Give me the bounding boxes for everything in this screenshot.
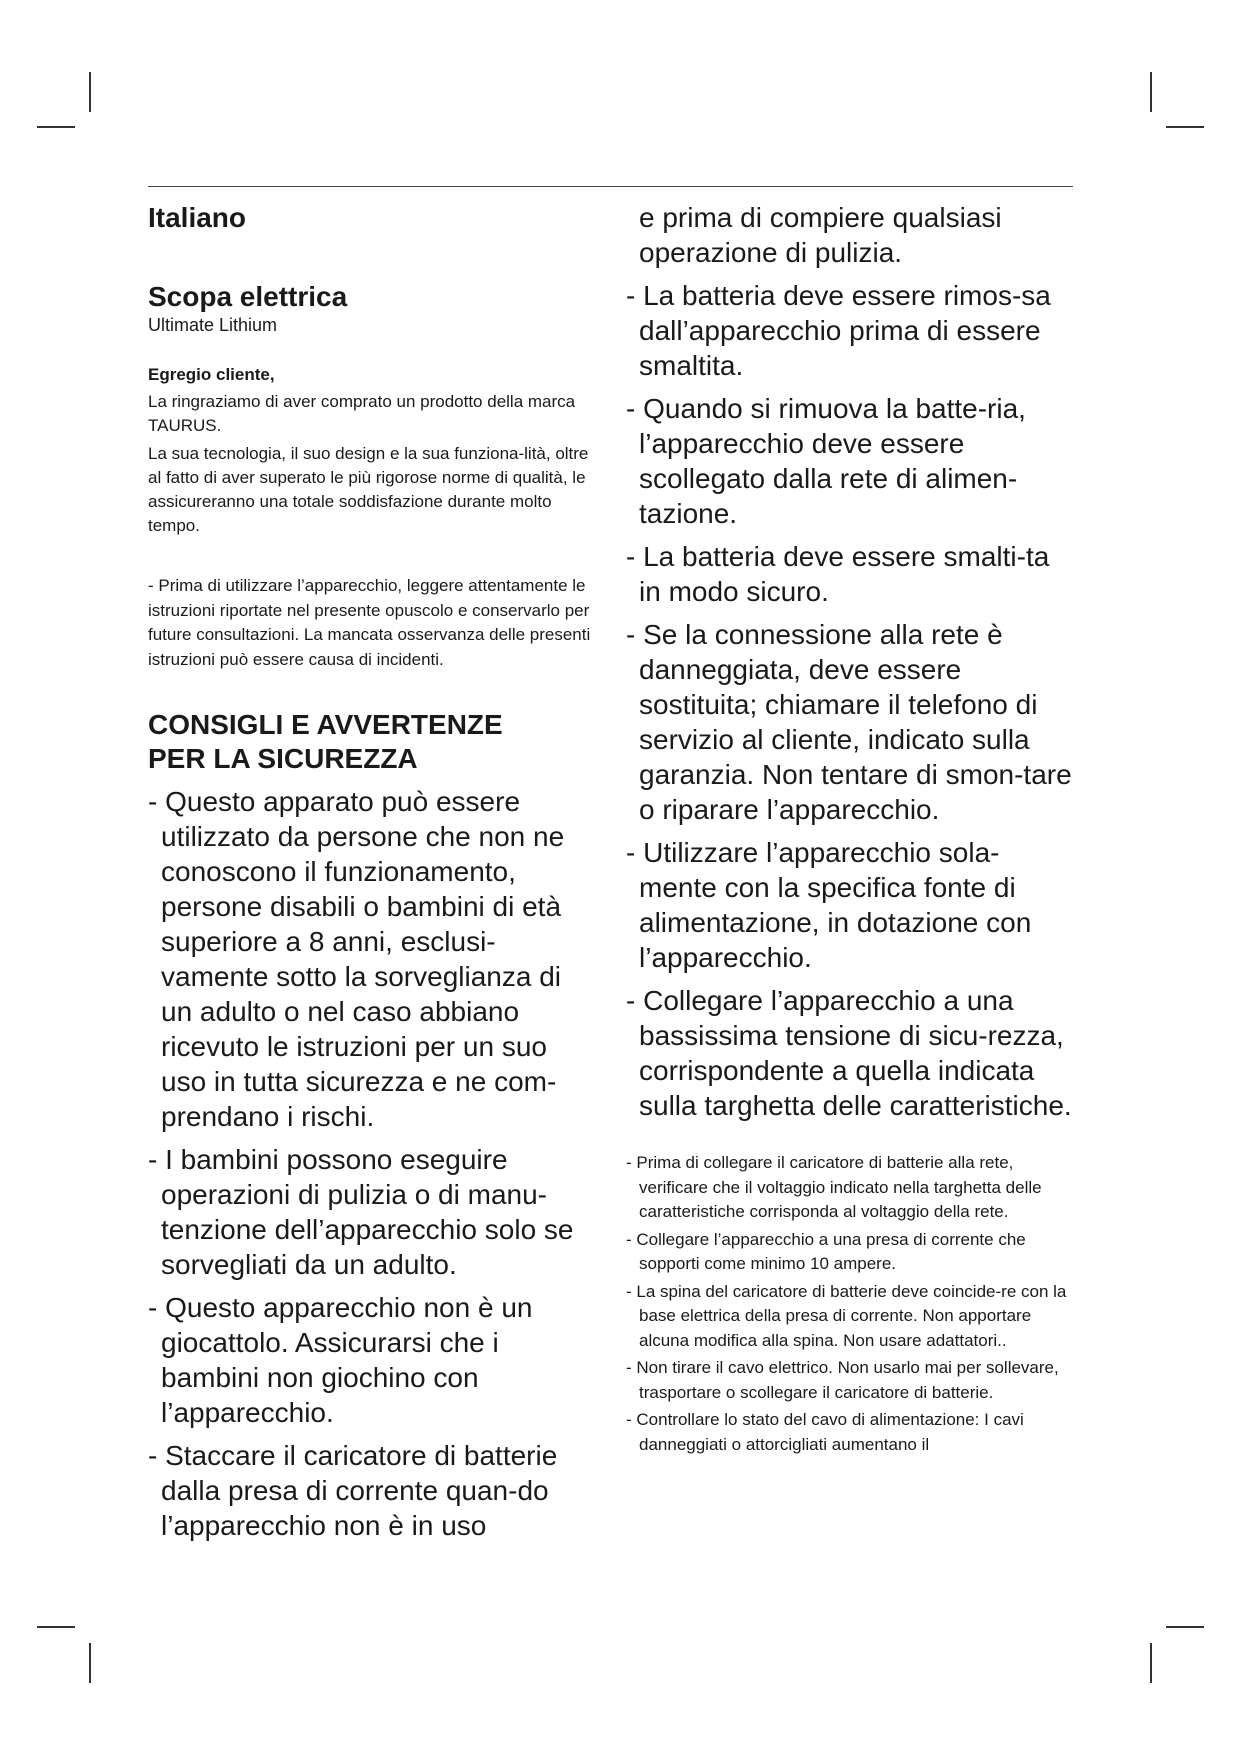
list-item: - Non tirare il cavo elettrico. Non usarlo mai per sollevare, trasportare o scollegare il caricatore di batterie. [626, 1358, 1059, 1402]
crop-mark-bottom-left-vertical [89, 1643, 91, 1683]
section-heading [148, 708, 598, 776]
intro-paragraph: La sua tecnologia, il suo design e la sua funziona-lità, oltre al fatto di aver superato le più rigorose norme di qualità, le assicureranno una totale soddisfazione durante molto tempo. [148, 444, 589, 535]
intro-paragraph: La ringraziamo di aver comprato un prodotto della marca TAURUS. [148, 392, 576, 435]
list-item: - Se la connessione alla rete è danneggiata, deve essere sostituita; chiamare il telefono di servizio al cliente, indicato sulla garanzia. Non tentare di smon-tare o riparare l’apparecchio. [626, 619, 1072, 825]
list-item: - Questo apparecchio non è un giocattolo. Assicurarsi che i bambini non giochino con l’apparecchio. [148, 1292, 533, 1428]
intro-warning: - Prima di utilizzare l’apparecchio, leggere attentamente le istruzioni riportate nel presente opuscolo e conservarlo per future consultazioni. La mancata osservanza delle presenti istruzioni può essere causa di incidenti. [148, 576, 591, 669]
safety-list-right [626, 278, 1076, 1123]
electrical-warnings-list [626, 1151, 1076, 1457]
list-item: - La spina del caricatore di batterie deve coincide-re con la base elettrica della presa di corrente. Non apportare alcuna modifica alla spina. Non usare adattatori.. [626, 1281, 1067, 1350]
left-column [148, 200, 598, 1551]
crop-mark-bottom-right-vertical [1150, 1643, 1152, 1683]
crop-mark-bottom-left-horizontal [37, 1626, 75, 1628]
language-title: Italiano [148, 202, 247, 233]
list-item: - Utilizzare l’apparecchio sola-mente con la specifica fonte di alimentazione, in dotazione con l’apparecchio. [626, 837, 1032, 973]
section-heading-line: CONSIGLI E AVVERTENZE [148, 709, 503, 740]
list-item: - Collegare l’apparecchio a una bassissima tensione di sicu-rezza, corrispondente a quella indicata sulla targhetta delle caratteristiche. [626, 985, 1072, 1121]
safety-list-left [148, 784, 598, 1543]
list-item: - Prima di collegare il caricatore di batterie alla rete, verificare che il voltaggio indicato nella targhetta delle caratteristiche corrisponda al voltaggio della rete. [626, 1153, 1042, 1221]
crop-mark-top-left-horizontal [37, 126, 75, 128]
header-rule [148, 186, 1073, 187]
list-item: - Controllare lo stato del cavo di alimentazione: I cavi danneggiati o attorcigliati aumentano il [626, 1410, 1024, 1454]
list-item: - Staccare il caricatore di batterie dalla presa di corrente quan-do l’apparecchio non è in uso [148, 1440, 558, 1541]
greeting: Egregio cliente, [148, 365, 275, 384]
crop-mark-top-right-vertical [1150, 72, 1152, 112]
list-item: - Questo apparato può essere utilizzato da persone che non ne conoscono il funzionamento, persone disabili o bambini di età superiore a 8 anni, esclusi-vamente sotto la sorveglianza di un adulto o nel caso abbiano ricevuto le istruzioni per un suo uso in tutta sicurezza e ne com-prendano i rischi. [148, 786, 565, 1132]
product-title: Scopa elettrica [148, 281, 348, 312]
crop-mark-bottom-right-horizontal [1166, 1626, 1204, 1628]
crop-mark-top-left-vertical [89, 72, 91, 112]
section-heading-line: PER LA SICUREZZA [148, 743, 418, 774]
list-item: - Collegare l’apparecchio a una presa di corrente che sopporti come minimo 10 ampere. [626, 1229, 1026, 1273]
list-item: - Quando si rimuova la batte-ria, l’apparecchio deve essere scollegato dalla rete di alimen-tazione. [626, 393, 1026, 529]
product-subtitle: Ultimate Lithium [148, 315, 278, 335]
list-item: - La batteria deve essere smalti-ta in modo sicuro. [626, 541, 1050, 607]
crop-mark-top-right-horizontal [1166, 126, 1204, 128]
list-item: - La batteria deve essere rimos-sa dall’apparecchio prima di essere smaltita. [626, 280, 1051, 381]
right-column [626, 200, 1076, 1460]
list-item-continuation: e prima di compiere qualsiasi operazione di pulizia. [639, 202, 1002, 268]
list-item: - I bambini possono eseguire operazioni di pulizia o di manu-tenzione dell’apparecchio solo se sorvegliati da un adulto. [148, 1144, 574, 1280]
